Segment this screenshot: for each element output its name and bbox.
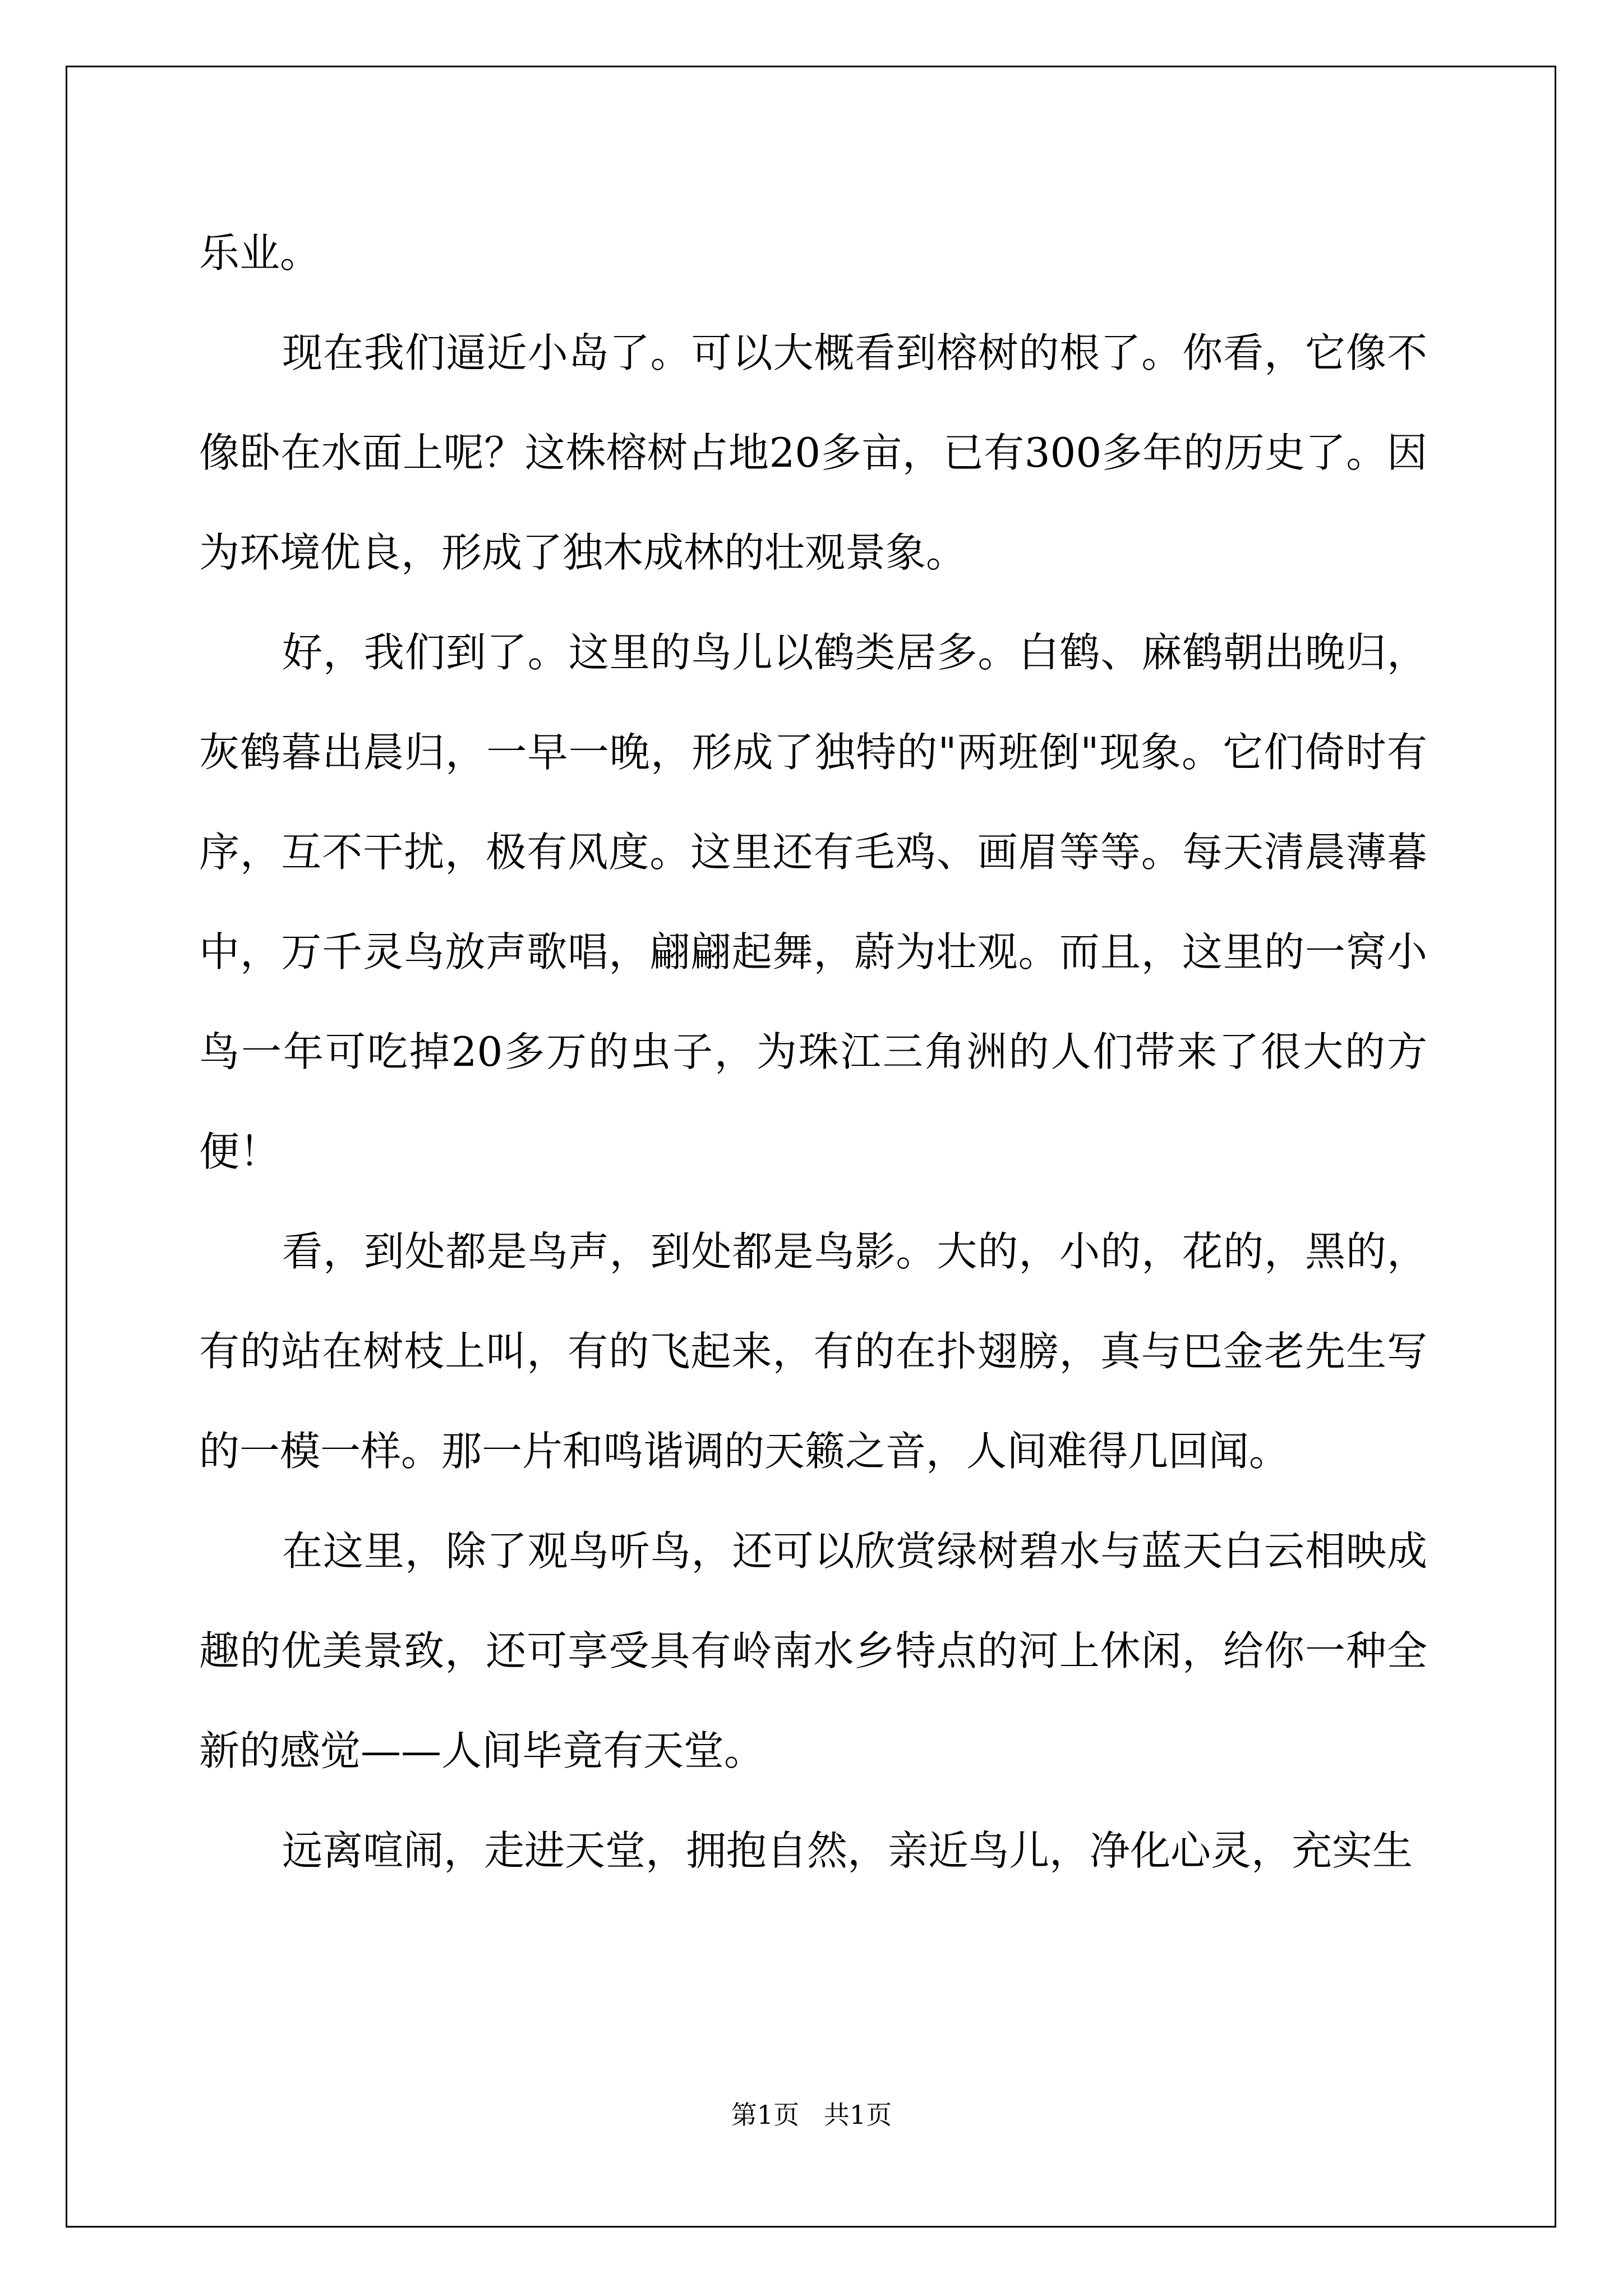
paragraph-4: 看，到处都是鸟声，到处都是鸟影。大的，小的，花的，黑的，有的站在树枝上叫，有的飞起来，有的在扑翅膀，真与巴金老先生写的一模一样。那一片和鸣谐调的天籁之音，人间难得几回闻。: [199, 1228, 1427, 1475]
paragraph-3: 好，我们到了。这里的鸟儿以鹤类居多。白鹤、麻鹤朝出晚归，灰鹤暮出晨归，一早一晚，形成了独特的"两班倒"现象。它们倚时有序，互不干扰，极有风度。这里还有毛鸡、画眉等等。每天清晨薄暮中，万千灵鸟放声歌唱，翩翩起舞，蔚为壮观。而且，这里的一窝小鸟一年可吃掉20多万的虫子，为珠江三角洲的人们带来了很大的方便！: [199, 629, 1427, 1175]
page-footer: 第1页 共1页: [731, 2100, 892, 2130]
paragraph-1: 乐业。: [199, 229, 321, 277]
paragraph-6: 远离喧闹，走进天堂，拥抱自然，亲近鸟儿，净化心灵，充实生: [282, 1827, 1413, 1874]
paragraph-5: 在这里，除了观鸟听鸟，还可以欣赏绿树碧水与蓝天白云相映成趣的优美景致，还可享受具有岭南水乡特点的河上休闲，给你一种全新的感觉——人间毕竟有天堂。: [199, 1527, 1427, 1774]
paragraph-2: 现在我们逼近小岛了。可以大概看到榕树的根了。你看，它像不像卧在水面上呢？这株榕树占地20多亩，已有300多年的历史了。因为环境优良，形成了独木成林的壮观景象。: [199, 329, 1427, 576]
document-body: [199, 203, 1427, 1901]
